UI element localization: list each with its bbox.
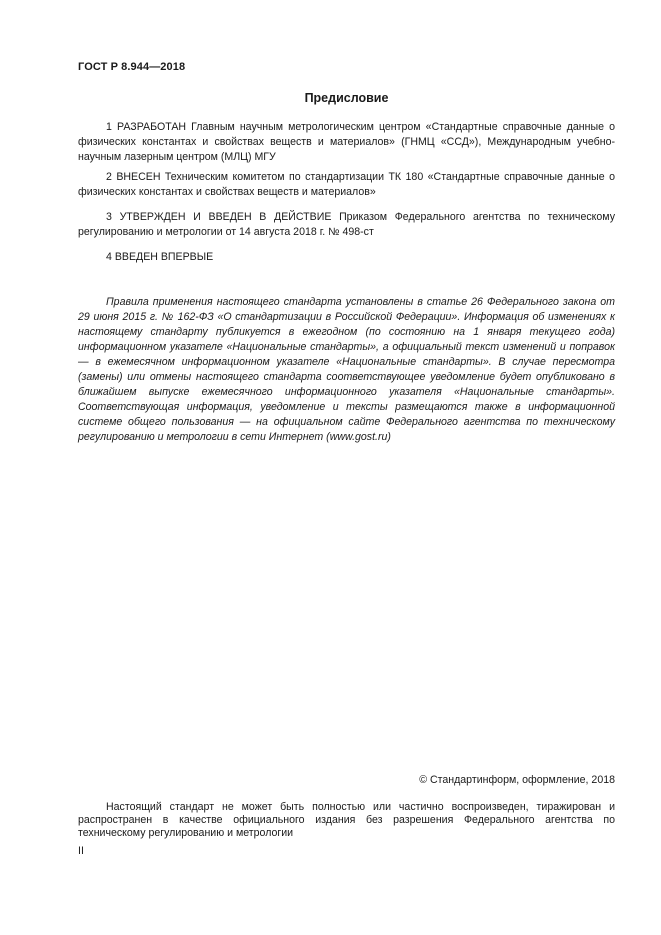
copyright-line: © Стандартинформ, оформление, 2018 (419, 774, 615, 786)
paragraph-approved: 3 УТВЕРЖДЕН И ВВЕДЕН В ДЕЙСТВИЕ Приказом Федерального агентства по техническому регулированию и метрологии от 14 августа 2018 г. № 498-ст (78, 211, 615, 238)
paragraph-developed: 1 РАЗРАБОТАН Главным научным метрологическим центром «Стандартные справочные данные о физических константах и свойствах веществ и материалов» (ГНМЦ «ССД»), Международным учебно-научным лазерным центром (МЛЦ) МГУ (78, 121, 615, 163)
document-code: ГОСТ Р 8.944—2018 (78, 61, 186, 73)
page-title: Предисловие (304, 91, 389, 105)
paragraph-introduced: 2 ВНЕСЕН Техническим комитетом по стандартизации ТК 180 «Стандартные справочные данные о физических константах и свойствах веществ и материалов» (78, 171, 615, 198)
paragraph-first-introduced: 4 ВВЕДЕН ВПЕРВЫЕ (106, 251, 214, 263)
application-rules-notice: Правила применения настоящего стандарта установлены в статье 26 Федерального закона от 29 июня 2015 г. № 162-ФЗ «О стандартизации в Российской Федерации». Информация об изменениях к настоящему стандарту публикуется в ежегодном (по состоянию на 1 января текущего года) информационном указателе «Национальные стандарты», а официальный текст изменений и поправок — в ежемесячном информационном указателе «Национальные стандарты». В случае пересмотра (замены) или отмены настоящего стандарта соответствующее уведомление будет опубликовано в ближайшем выпуске ежемесячного информационного указателя «Национальные стандарты». Соответствующая информация, уведомление и тексты размещаются также в информационной системе общего пользования — на официальном сайте Федерального агентства по техническому регулированию и метрологии в сети Интернет (www.gost.ru) (78, 296, 615, 443)
reproduction-notice: Настоящий стандарт не может быть полностью или частично воспроизведен, тиражирован и распространен в качестве официального издания без разрешения Федерального агентства по техническому регулированию и метрологии (78, 801, 615, 839)
page-number: II (78, 845, 84, 857)
